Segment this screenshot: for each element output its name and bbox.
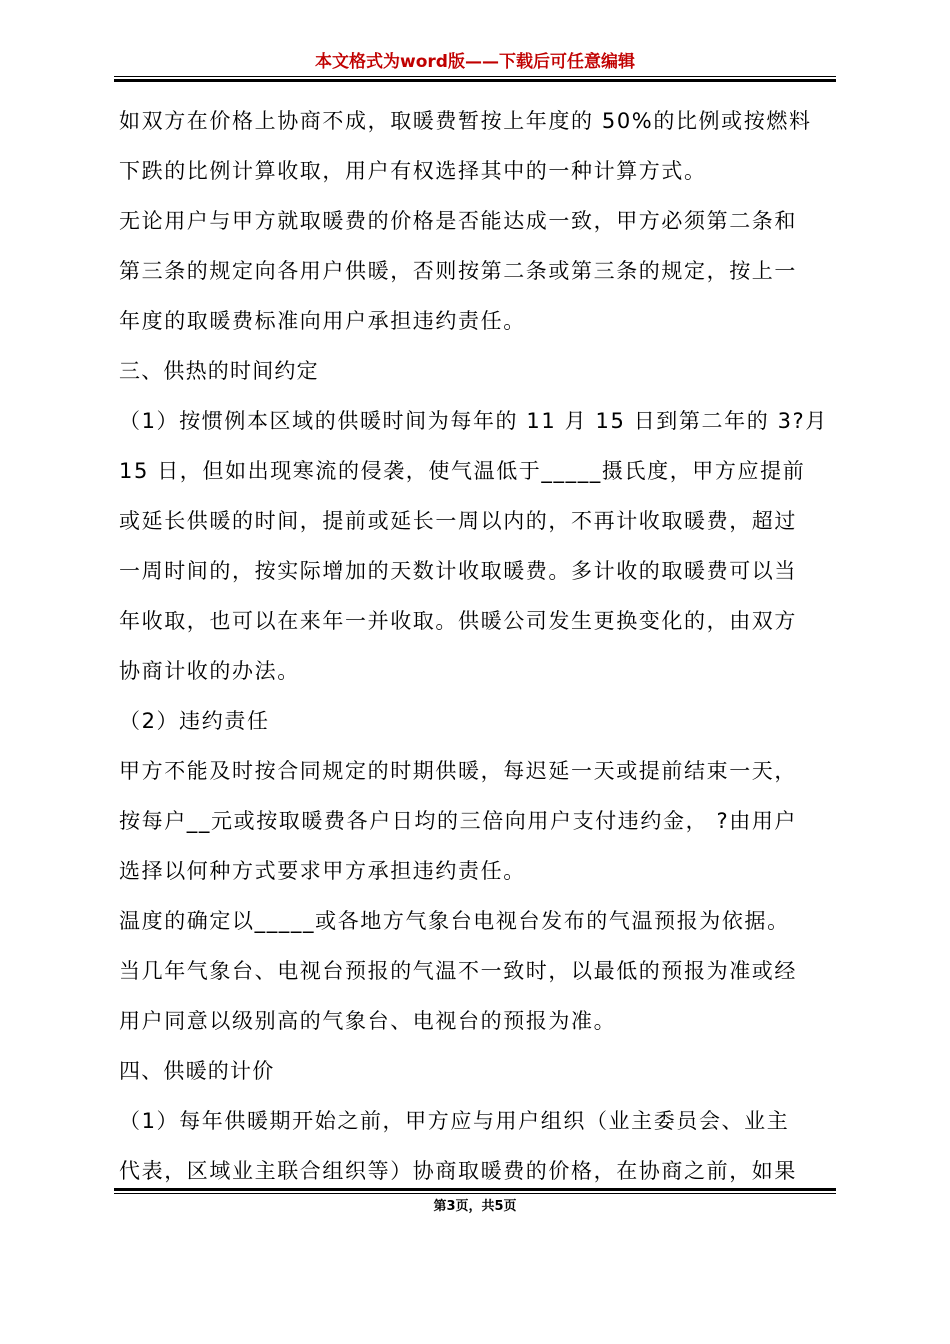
text-line: 甲方不能及时按合同规定的时期供暖，每迟延一天或提前结束一天， [119, 759, 797, 783]
section-heading-3: 三、供热的时间约定 [119, 359, 319, 383]
subsection-heading: （2）违约责任 [119, 709, 270, 733]
page-number: 第3页，共5页 [433, 1199, 517, 1214]
text-line: 代表，区域业主联合组织等）协商取暖费的价格，在协商之前，如果 [119, 1159, 797, 1183]
text-line: （1）按惯例本区域的供暖时间为每年的 11 月 15 日到第二年的 3?月 [119, 409, 828, 433]
text-line: 如双方在价格上协商不成，取暖费暂按上年度的 50%的比例或按燃料 [119, 109, 812, 133]
text-line: 协商计收的办法。 [119, 659, 300, 683]
text-line: 当几年气象台、电视台预报的气温不一致时，以最低的预报为准或经 [119, 959, 797, 983]
section-heading-4: 四、供暖的计价 [119, 1059, 275, 1083]
text-line: 用户同意以级别高的气象台、电视台的预报为准。 [119, 1009, 617, 1033]
text-line: （1）每年供暖期开始之前，甲方应与用户组织（业主委员会、业主 [119, 1109, 790, 1133]
header-rule-thick [114, 79, 836, 82]
document-body [119, 96, 839, 1196]
text-line: 15 日，但如出现寒流的侵袭，使气温低于_____摄氏度，甲方应提前 [119, 459, 806, 483]
text-line: 选择以何种方式要求甲方承担违约责任。 [119, 859, 526, 883]
footer-rule-thin [114, 1193, 836, 1194]
text-line: 一周时间的，按实际增加的天数计收取暖费。多计收的取暖费可以当 [119, 559, 797, 583]
text-line: 年度的取暖费标准向用户承担违约责任。 [119, 309, 526, 333]
footer-rule-thick [114, 1188, 836, 1191]
text-line: 第三条的规定向各用户供暖，否则按第二条或第三条的规定，按上一 [119, 259, 797, 283]
header-rule-thin [114, 76, 836, 77]
page-header: 本文格式为word版——下载后可任意编辑 [315, 52, 635, 72]
text-line: 或延长供暖的时间，提前或延长一周以内的，不再计收取暖费，超过 [119, 509, 797, 533]
text-line: 温度的确定以_____或各地方气象台电视台发布的气温预报为依据。 [119, 909, 790, 933]
text-line: 无论用户与甲方就取暖费的价格是否能达成一致，甲方必须第二条和 [119, 209, 797, 233]
text-line: 下跌的比例计算收取，用户有权选择其中的一种计算方式。 [119, 159, 707, 183]
text-line: 按每户__元或按取暖费各户日均的三倍向用户支付违约金， ?由用户 [119, 809, 798, 833]
text-line: 年收取，也可以在来年一并收取。供暖公司发生更换变化的，由双方 [119, 609, 797, 633]
